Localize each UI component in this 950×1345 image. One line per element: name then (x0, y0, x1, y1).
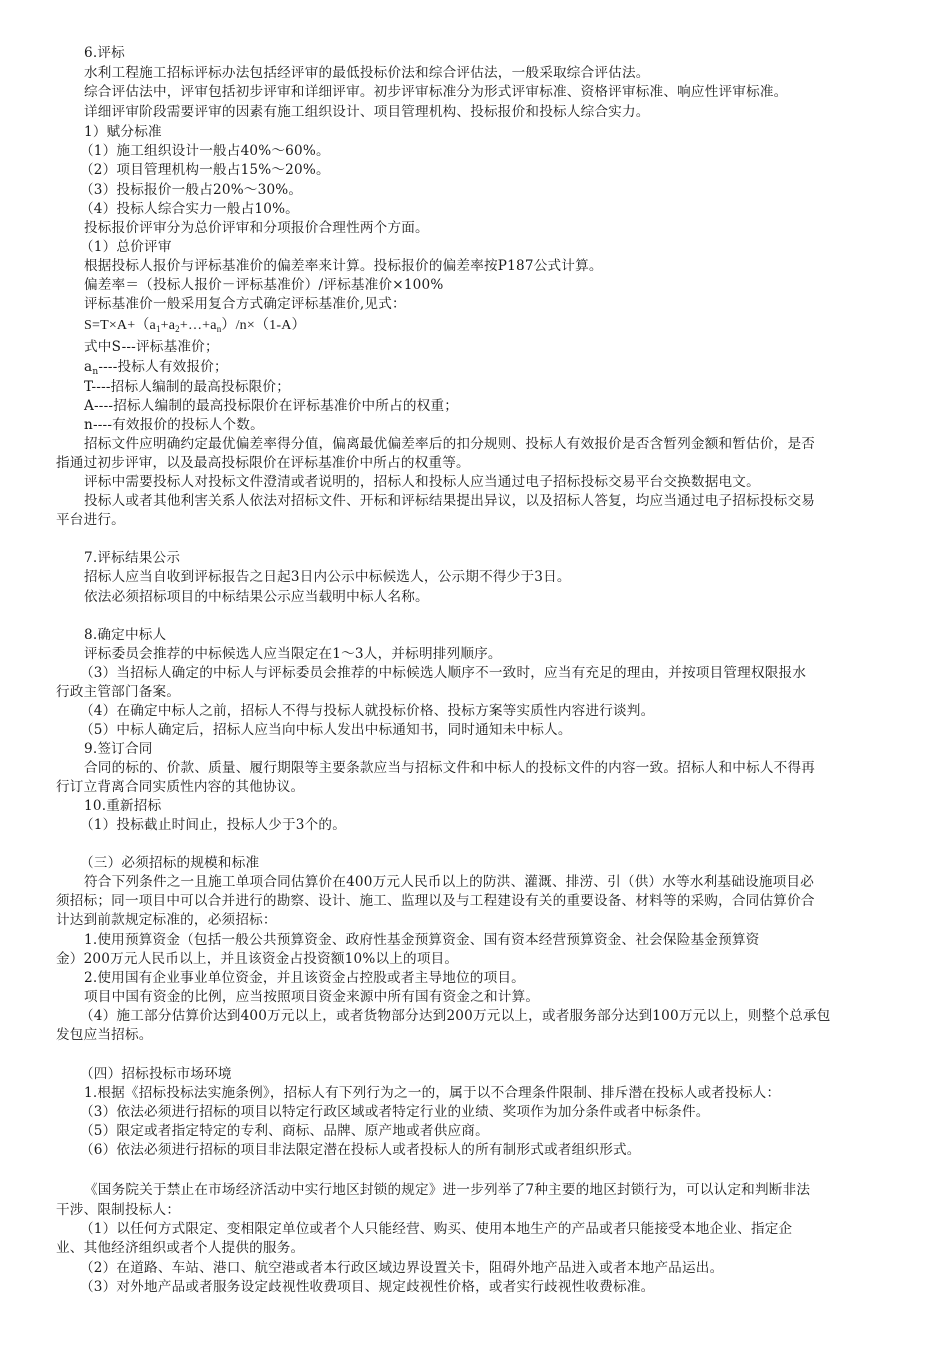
section-heading: 6.评标 (84, 45, 125, 61)
paragraph: 《国务院关于禁止在市场经济活动中实行地区封锁的规定》进一步列举了7种主要的地区封锁行为，可以认定和判断非法 (84, 1182, 811, 1198)
paragraph: 招标文件应明确约定最优偏差率得分值，偏离最优偏差率后的扣分规则、投标人有效报价是否含暂列金额和暂估价，是否 (84, 436, 816, 452)
formula-subscript: 2 (175, 324, 180, 334)
section-heading: 8.确定中标人 (84, 627, 167, 643)
paragraph-continuation: 金）200万元人民币以上，并且该资金占投资额10%以上的项目。 (56, 951, 459, 967)
list-item: （1）施工组织设计一般占40%～60%。 (80, 143, 330, 159)
list-item: （6）依法必须进行招标的项目非法限定潜在投标人或者投标人的所有制形式或者组织形式。 (80, 1142, 641, 1158)
paragraph: 水利工程施工招标评标办法包括经评审的最低投标价法和综合评估法，一般采取综合评估法。 (84, 65, 650, 81)
formula-subscript: 1 (155, 324, 161, 334)
list-item: （5）中标人确定后，招标人应当向中标人发出中标通知书，同时通知未中标人。 (80, 722, 572, 738)
list-item: （4）施工部分估算价达到400万元以上，或者货物部分达到200万元以上，或者服务部分达到100万元以上，则整个总承包 (80, 1008, 831, 1024)
list-item: （2）在道路、车站、港口、航空港或者本行政区域边界设置关卡，阻碍外地产品进入或者本地产品运出。 (80, 1260, 724, 1276)
sub-heading: （1）总价评审 (80, 239, 172, 255)
formula-deviation: 偏差率＝（投标人报价－评标基准价）/评标基准价×100% (84, 277, 444, 293)
list-item: （1）投标截止时间止，投标人少于3个的。 (80, 817, 346, 833)
paragraph: 评标中需要投标人对投标文件澄清或者说明的，招标人和投标人应当通过电子招标投标交易平台交换数据电文。 (84, 474, 760, 490)
paragraph-continuation: 业、其他经济组织或者个人提供的服务。 (56, 1240, 305, 1256)
paragraph: 评标基准价一般采用复合方式确定评标基准价,见式： (84, 296, 406, 312)
list-item: 2.使用国有企业事业单位资金，并且该资金占控股或者主导地位的项目。 (84, 970, 525, 986)
paragraph-continuation: 指通过初步评审，以及最高投标限价在评标基准价中所占的权重等。 (56, 455, 470, 471)
paragraph: 符合下列条件之一且施工单项合同估算价在400万元人民币以上的防洪、灌溉、排涝、引（供）水等水利基础设施项目必 (84, 874, 815, 890)
list-item: （3）依法必须进行招标的项目以特定行政区域或者特定行业的业绩、奖项作为加分条件或者中标条件。 (80, 1104, 710, 1120)
list-item: （2）项目管理机构一般占15%～20%。 (80, 162, 330, 178)
formula-text: S=T×A+（a (84, 318, 156, 333)
formula-text: ）/n×（1-A） (221, 318, 306, 333)
definition: 式中S---评标基准价； (84, 339, 219, 355)
definition: A----招标人编制的最高投标限价在评标基准价中所占的权重； (84, 398, 459, 414)
paragraph: 根据投标人报价与评标基准价的偏差率来计算。投标报价的偏差率按P187公式计算。 (84, 258, 603, 274)
paragraph: 依法必须招标项目的中标结果公示应当载明中标人名称。 (84, 589, 429, 605)
paragraph-continuation: 行订立背离合同实质性内容的其他协议。 (56, 779, 305, 795)
paragraph: 投标人或者其他利害关系人依法对招标文件、开标和评标结果提出异议，以及招标人答复，均应当通过电子招标投标交易 (84, 493, 816, 509)
definition: T----招标人编制的最高投标限价； (84, 379, 291, 395)
paragraph: 综合评估法中，评审包括初步评审和详细评审。初步评审标准分为形式评审标准、资格评审标准、响应性评审标准。 (84, 84, 788, 100)
section-heading: 7.评标结果公示 (84, 550, 181, 566)
sub-heading: 1）赋分标准 (84, 124, 162, 140)
list-item: （5）限定或者指定特定的专利、商标、品牌、原产地或者供应商。 (80, 1123, 489, 1139)
list-item: （3）投标报价一般占20%～30%。 (80, 182, 303, 198)
paragraph: 详细评审阶段需要评审的因素有施工组织设计、项目管理机构、投标报价和投标人综合实力。 (84, 104, 650, 120)
paragraph: 1.根据《招标投标法实施条例》，招标人有下列行为之一的，属于以不合理条件限制、排斥潜在投标人或者投标人： (84, 1085, 781, 1101)
formula-subscript: n (92, 367, 99, 377)
formula-subscript: n (216, 324, 222, 334)
section-heading: 10.重新招标 (84, 798, 162, 814)
definition (84, 357, 228, 377)
formula-base-price (84, 316, 306, 336)
paragraph: 招标人应当自收到评标报告之日起3日内公示中标候选人，公示期不得少于3日。 (84, 569, 571, 585)
paragraph: 项目中国有资金的比例，应当按照项目资金来源中所有国有资金之和计算。 (84, 989, 540, 1005)
paragraph-continuation: 须招标；同一项目中可以合并进行的勘察、设计、施工、监理以及与工程建设有关的重要设备、材料等的采购，合同估算价合 (56, 893, 815, 909)
definition-text: ----投标人有效报价； (98, 359, 228, 375)
paragraph-continuation: 干涉、限制投标人： (56, 1202, 181, 1218)
paragraph: 评标委员会推荐的中标候选人应当限定在1～3人，并标明排列顺序。 (84, 646, 502, 662)
list-item: （4）投标人综合实力一般占10%。 (80, 201, 299, 217)
definition-symbol: a (84, 359, 93, 375)
formula-text: +a (160, 318, 176, 333)
section-heading: （三）必须招标的规模和标准 (80, 855, 260, 871)
paragraph: 投标报价评审分为总价评审和分项报价合理性两个方面。 (84, 220, 429, 236)
paragraph: 合同的标的、价款、质量、履行期限等主要条款应当与招标文件和中标人的投标文件的内容一致。招标人和中标人不得再 (84, 760, 816, 776)
section-heading: 9.签订合同 (84, 741, 153, 757)
list-item: （3）对外地产品或者服务设定歧视性收费项目、规定歧视性价格，或者实行歧视性收费标准。 (80, 1279, 655, 1295)
list-item: （3）当招标人确定的中标人与评标委员会推荐的中标候选人顺序不一致时，应当有充足的理由，并按项目管理权限报水 (80, 665, 807, 681)
paragraph-continuation: 计达到前款规定标准的，必须招标： (56, 912, 277, 928)
list-item: （4）在确定中标人之前，招标人不得与投标人就投标价格、投标方案等实质性内容进行谈判。 (80, 703, 655, 719)
formula-text: +…+a (179, 318, 217, 333)
list-item: （1）以任何方式限定、变相限定单位或者个人只能经营、购买、使用本地生产的产品或者只能接受本地企业、指定企 (80, 1221, 793, 1237)
definition: n----有效报价的投标人个数。 (84, 417, 264, 433)
section-heading: （四）招标投标市场环境 (80, 1066, 232, 1082)
paragraph-continuation: 平台进行。 (56, 512, 125, 528)
paragraph-continuation: 发包应当招标。 (56, 1027, 153, 1043)
list-item: 1.使用预算资金（包括一般公共预算资金、政府性基金预算资金、国有资本经营预算资金、社会保险基金预算资 (84, 932, 760, 948)
paragraph-continuation: 行政主管部门备案。 (56, 684, 181, 700)
